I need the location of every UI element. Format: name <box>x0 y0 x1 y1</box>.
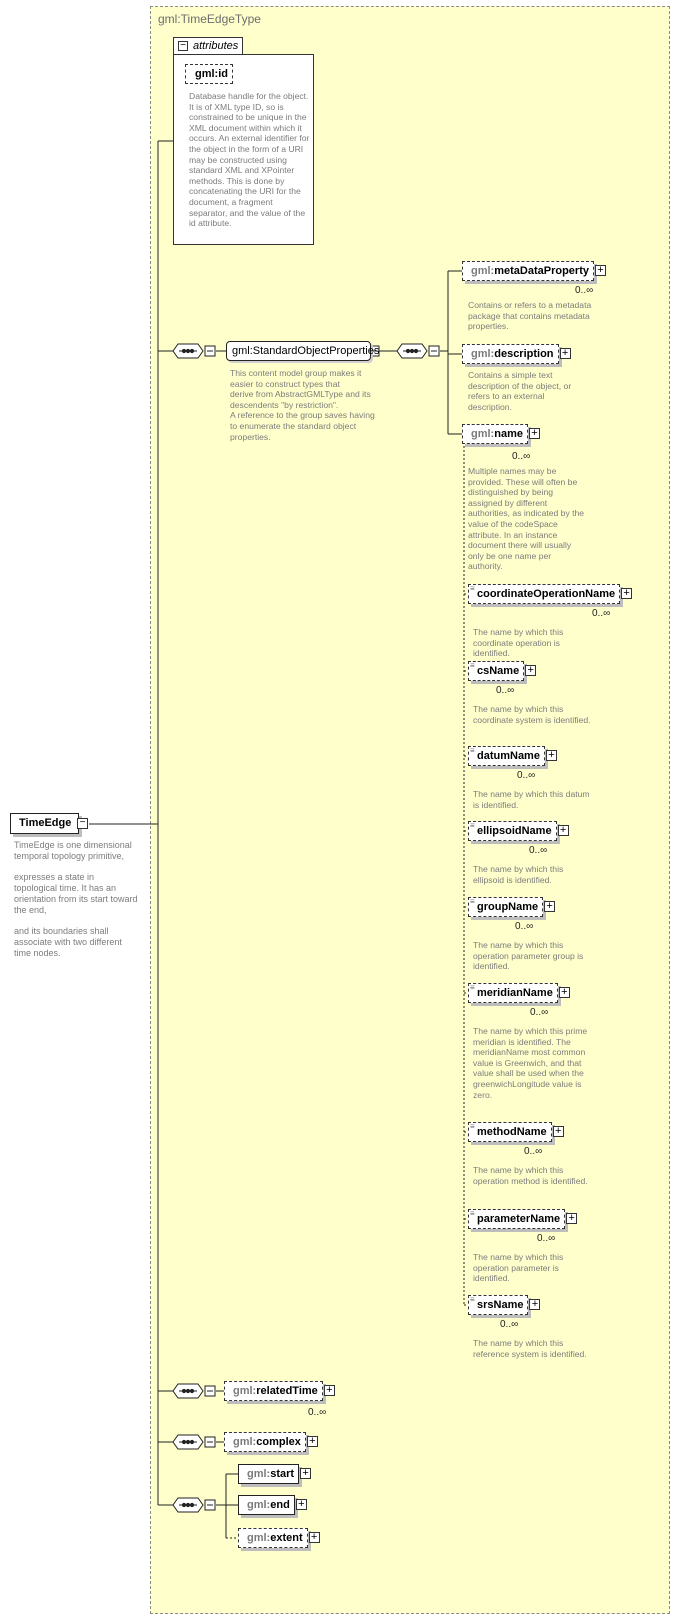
group-doc: This content model group makes it easier to construct types that derive from AbstractGMLType and its descendents "by restriction". A reference to the group saves having to enumerate the standard object properties. <box>230 368 375 442</box>
element-methodname[interactable] <box>468 1122 562 1142</box>
substitution-icon: ≡ <box>470 1209 475 1218</box>
sequence-dot <box>190 1440 193 1443</box>
cardinality: 0..∞ <box>575 285 594 296</box>
element-end[interactable] <box>238 1495 305 1515</box>
type-title: gml:TimeEdgeType <box>158 12 261 26</box>
group-label: gml:StandardObjectProperties <box>232 345 380 357</box>
element-doc: The name by which this operation parameter is identified. <box>473 1252 564 1284</box>
expand-icon[interactable]: + <box>621 588 632 599</box>
attr-gml-id-doc: Database handle for the object. It is of XML type ID, so is constrained to be unique in the XML document within which it occurs. An external identifier for the object in the form of a URI may be constructed using standard XML and XPointer methods. This is done by concatenating the URI for the document, a fragment separator, and the value of the id attribute. <box>189 91 310 229</box>
element-doc: The name by which this coordinate operation is identified. <box>473 627 564 659</box>
expand-icon[interactable]: + <box>529 428 540 439</box>
element-doc: Multiple names may be provided. These will often be distinguished by being assigned by different authorities, as indicated by the value of the codeSpace attribute. In an instance document there will usually only be one name per authority. <box>468 466 585 572</box>
element-label: meridianName <box>477 987 553 999</box>
element-doc: The name by which this prime meridian is identified. The meridianName most common value is Greenwich, and that value shall be used when the greenwichLongitude value is zero. <box>473 1026 588 1100</box>
element-label: csName <box>477 665 520 677</box>
sequence-dot <box>186 349 189 352</box>
attributes-tab[interactable] <box>173 37 243 55</box>
expand-icon[interactable]: + <box>544 901 555 912</box>
sequence-dot <box>406 349 409 352</box>
substitution-icon: ≡ <box>470 1295 475 1304</box>
expand-icon[interactable]: + <box>566 1213 577 1224</box>
element-label: coordinateOperationName <box>477 588 616 600</box>
expand-icon[interactable]: + <box>307 1436 318 1447</box>
element-doc: The name by which this coordinate system is identified. <box>473 704 591 725</box>
element-doc: The name by which this operation method is identified. <box>473 1165 588 1186</box>
substitution-icon: ≡ <box>470 584 475 593</box>
element-label: parameterName <box>477 1213 561 1225</box>
sequence-dot <box>190 1503 193 1506</box>
element-doc: Contains or refers to a metadata package that contains metadata properties. <box>468 300 592 332</box>
element-extent[interactable] <box>238 1528 318 1548</box>
element-label: metaDataProperty <box>494 265 589 277</box>
expand-icon[interactable]: + <box>558 825 569 836</box>
expand-icon[interactable]: + <box>309 1532 320 1543</box>
cardinality: 0..∞ <box>529 845 548 856</box>
root-label: TimeEdge <box>19 817 72 829</box>
element-ellipsoidname[interactable] <box>468 821 567 841</box>
element-metadataproperty[interactable] <box>462 261 604 281</box>
cardinality: 0..∞ <box>524 1146 543 1157</box>
ns-prefix: gml: <box>247 1532 271 1544</box>
cardinality: 0..∞ <box>537 1233 556 1244</box>
expand-icon[interactable]: + <box>529 1299 540 1310</box>
element-parametername[interactable] <box>468 1209 575 1229</box>
element-datumname[interactable] <box>468 746 555 766</box>
element-groupname[interactable] <box>468 897 553 917</box>
ns-prefix: gml: <box>233 1385 257 1397</box>
expand-icon[interactable]: + <box>296 1499 307 1510</box>
element-meridianname[interactable] <box>468 983 568 1003</box>
element-coordinateoperationname[interactable] <box>468 584 630 604</box>
cardinality: 0..∞ <box>517 770 536 781</box>
element-label: start <box>270 1468 295 1480</box>
cardinality: 0..∞ <box>515 921 534 932</box>
substitution-icon: ≡ <box>470 661 475 670</box>
substitution-icon: ≡ <box>470 983 475 992</box>
expand-icon[interactable]: + <box>525 665 536 676</box>
element-label: relatedTime <box>256 1385 318 1397</box>
element-complex[interactable] <box>224 1432 316 1452</box>
cardinality: 0..∞ <box>592 608 611 619</box>
expand-icon[interactable]: + <box>560 348 571 359</box>
expand-icon[interactable]: + <box>595 265 606 276</box>
element-doc: The name by which this ellipsoid is identified. <box>473 864 564 885</box>
ns-prefix: gml: <box>471 428 495 440</box>
expand-icon[interactable]: + <box>553 1126 564 1137</box>
element-label: name <box>494 428 523 440</box>
ns-prefix: gml: <box>471 265 495 277</box>
attr-gml-id-label: gml:id <box>195 68 228 80</box>
cardinality: 0..∞ <box>496 685 515 696</box>
attributes-label: attributes <box>193 40 239 52</box>
sequence-dot <box>182 349 185 352</box>
element-doc: The name by which this reference system is identified. <box>473 1338 587 1359</box>
element-label: methodName <box>477 1126 547 1138</box>
sequence-dot <box>186 1440 189 1443</box>
expand-icon[interactable]: + <box>300 1468 311 1479</box>
sequence-dot <box>190 349 193 352</box>
substitution-icon: ≡ <box>470 897 475 906</box>
root-doc: TimeEdge is one dimensional temporal topology primitive, expresses a state in topological time. It has an orientation from its start toward the end, and its boundaries shall associate with two different time nodes. <box>14 840 138 958</box>
element-label: end <box>270 1499 290 1511</box>
expand-icon[interactable]: + <box>559 987 570 998</box>
ns-prefix: gml: <box>233 1436 257 1448</box>
sequence-dot <box>414 349 417 352</box>
substitution-icon: ≡ <box>470 821 475 830</box>
element-label: complex <box>256 1436 301 1448</box>
element-relatedtime[interactable] <box>224 1381 333 1401</box>
ns-prefix: gml: <box>247 1468 271 1480</box>
sequence-dot <box>182 1389 185 1392</box>
element-label: extent <box>270 1532 303 1544</box>
element-csname[interactable] <box>468 661 534 681</box>
element-name[interactable] <box>462 424 538 444</box>
substitution-icon: ≡ <box>470 1122 475 1131</box>
element-doc: The name by which this datum is identified. <box>473 789 590 810</box>
cardinality: 0..∞ <box>308 1407 327 1418</box>
element-srsname[interactable] <box>468 1295 539 1315</box>
element-label: datumName <box>477 750 540 762</box>
element-doc: Contains a simple text description of the object, or refers to an external description. <box>468 370 572 412</box>
element-label: ellipsoidName <box>477 825 552 837</box>
element-label: groupName <box>477 901 539 913</box>
element-label: srsName <box>477 1299 524 1311</box>
substitution-icon: ≡ <box>470 746 475 755</box>
ns-prefix: gml: <box>471 348 495 360</box>
element-label: description <box>494 348 554 360</box>
expand-icon[interactable]: + <box>546 750 557 761</box>
element-description[interactable] <box>462 344 569 364</box>
cardinality: 0..∞ <box>530 1007 549 1018</box>
expand-icon[interactable]: + <box>324 1385 335 1396</box>
collapse-icon[interactable]: − <box>77 818 88 829</box>
group-standard-object-properties[interactable] <box>226 341 380 361</box>
sequence-dot <box>186 1389 189 1392</box>
sequence-dot <box>190 1389 193 1392</box>
sequence-dot <box>186 1503 189 1506</box>
root-element-timeedge[interactable] <box>10 813 86 834</box>
collapse-icon[interactable]: − <box>178 41 188 51</box>
cardinality: 0..∞ <box>512 451 531 462</box>
sequence-dot <box>182 1440 185 1443</box>
element-doc: The name by which this operation parameter group is identified. <box>473 940 584 972</box>
attr-gml-id[interactable] <box>185 64 233 84</box>
sequence-dot <box>410 349 413 352</box>
sequence-dot <box>182 1503 185 1506</box>
ns-prefix: gml: <box>247 1499 271 1511</box>
element-start[interactable] <box>238 1464 309 1484</box>
cardinality: 0..∞ <box>500 1319 519 1330</box>
